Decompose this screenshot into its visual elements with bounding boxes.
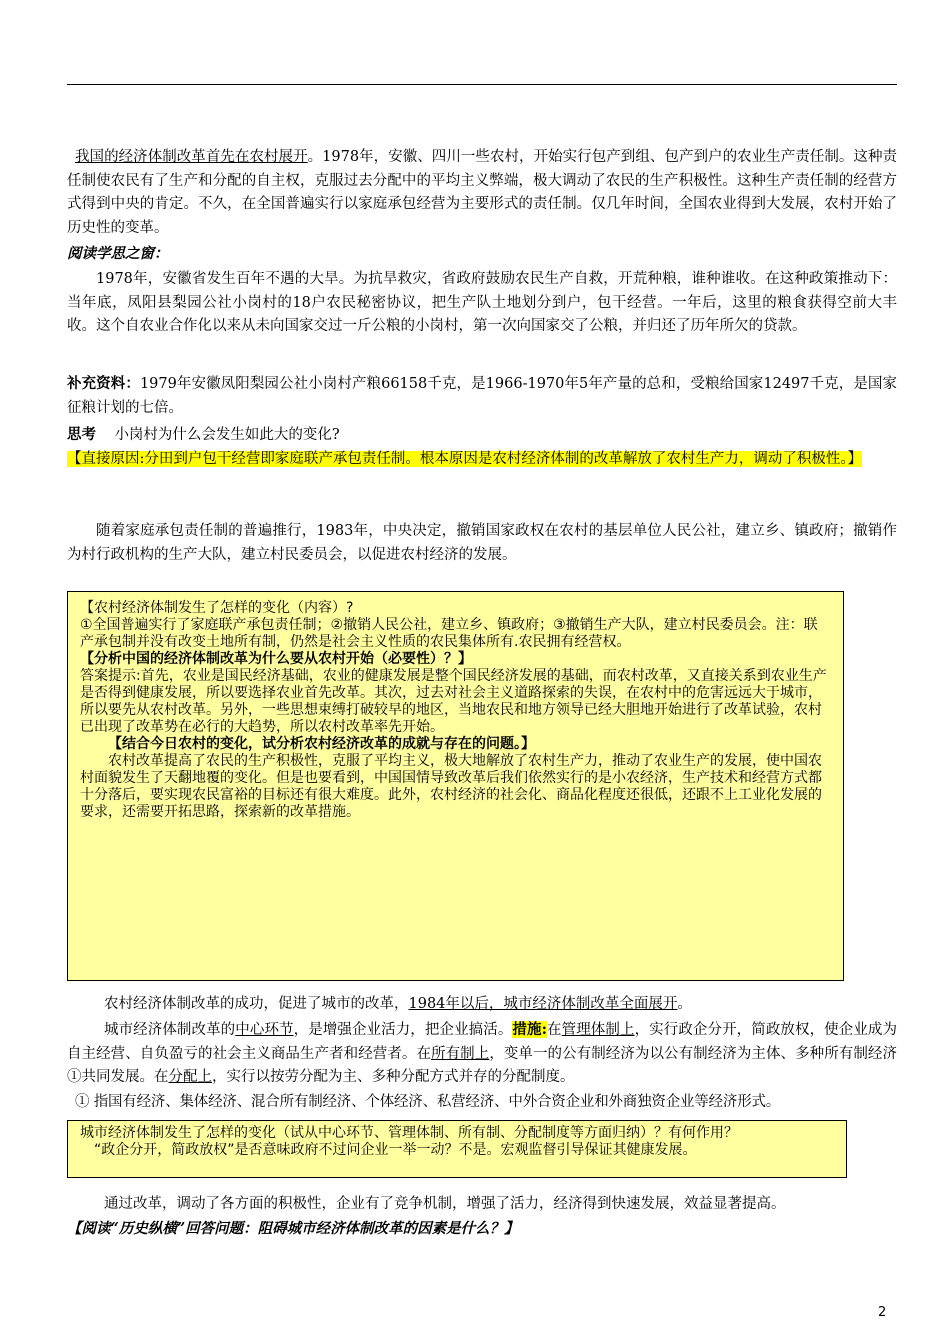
supplement-label: 补充资料： (67, 375, 140, 392)
box1-question-1: 【农村经济体制发生了怎样的变化（内容）? (80, 600, 354, 616)
measures-center-link: 中心环节 (235, 1022, 294, 1038)
city-intro-post: 。 (677, 996, 692, 1012)
urban-reform-box (67, 1120, 847, 1178)
box1-question-2: 【分析中国的经济体制改革为什么要从农村开始（必要性）？】 (80, 651, 472, 667)
city-intro-underlined: 1984年以后，城市经济体制改革全面展开 (408, 996, 678, 1012)
reading-window-heading: 阅读学思之窗： (67, 245, 169, 262)
measures-e: ，变单一的公有制经济为以公有制经济为主体、多种所有制经济①共同发展。在 (67, 1045, 897, 1085)
box2-line-1: 城市经济体制发生了怎样的变化（试从中心环节、管理体制、所有制、分配制度等方面归纳）？有何作用？ (80, 1125, 738, 1141)
intro-lead: 我国的经济体制改革首先在农村展开 (75, 149, 308, 165)
city-reform-intro (67, 993, 897, 1017)
measures-d: ，实行政企分开，简政放权，使企业成为自主经营、自负盈亏的社会主义商品生产者和经营者。在 (67, 1022, 898, 1062)
box1-answer-1: ①全国普遍实行了家庭联产承包责任制；②撤销人民公社，建立乡、镇政府；③撤销生产大队，建立村民委员会。注：联产承包制并没有改变土地所有制，仍然是社会主义性质的农民集体所有.农民拥有经营权。 (80, 617, 818, 650)
city-reform-measures (67, 1018, 897, 1090)
think-answer-highlight: 【直接原因:分田到户包干经营即家庭联产承包责任制。根本原因是农村经济体制的改革解放了农村生产力，调动了积极性。】 (67, 451, 863, 467)
box2-line-2: “政企分开，简政放权”是否意味政府不过问企业一举一动？不是。宏观监督引导保证其健康发展。 (94, 1142, 697, 1158)
think-question (67, 423, 897, 448)
measures-a: 城市经济体制改革的 (104, 1022, 236, 1038)
intro-rest: 。1978年，安徽、四川一些农村，开始实行包产到组、包产到户的农业生产责任制。这种责任制使农民有了生产和分配的自主权，克服过去分配中的平均主义弊端，极大调动了农民的生产积极性。这种生产责任制的经营方式得到中央的肯定。不久，在全国普遍实行以家庭承包经营为主要形式的责任制。仅几年时间，全国农业得到大发展，农村开始了历史性的变革。 (67, 149, 897, 236)
reading-window-body: 1978年，安徽省发生百年不遇的大旱。为抗旱救灾，省政府鼓励农民生产自救，开荒种粮，谁种谁收。在这种政策推动下：当年底，凤阳县梨园公社小岗村的18户农民秘密协议，把生产队土地划分到户，包干经营。一年后，这里的粮食获得空前大丰收。这个自农业合作化以来从未向国家交过一斤公粮的小岗村，第一次向国家交了公粮，并归还了历年所欠的贷款。 (67, 271, 897, 334)
intro-paragraph (67, 146, 897, 240)
measures-f: ，实行以按劳分配为主、多种分配方式并存的分配制度。 (212, 1069, 575, 1085)
think-text: 小岗村为什么会发生如此大的变化? (114, 427, 340, 443)
supplement-body: 1979年安徽凤阳梨园公社小岗村产粮66158千克，是1966-1970年5年产量的总和，受粮给国家12497千克，是国家征粮计划的七倍。 (67, 376, 897, 416)
measures-ownership: 所有制上 (431, 1045, 490, 1062)
header-rule (67, 84, 897, 85)
rural-reform-box (67, 591, 844, 981)
measures-distribution: 分配上 (168, 1069, 212, 1085)
box1-question-3: 【结合今日农村的变化，试分析农村经济改革的成就与存在的问题。】 (108, 736, 535, 752)
measures-c: 在 (546, 1022, 562, 1038)
think-answer (67, 448, 897, 472)
box1-answer-2: 答案提示:首先，农业是国民经济基础，农业的健康发展是整个国民经济发展的基础，而农村改革，又直接关系到农业生产是否得到健康发展，所以要选择农业首先改革。其次，过去对社会主义道路探索的失误，在农村中的危害远远大于城市，所以要先从农村改革。另外，一些思想束缚打破较早的地区，当地农民和地方领导已经大胆地开始进行了改革试验，农村已出现了改革势在必行的大趋势，所以农村改革率先开始。 (80, 668, 827, 735)
box1-answer-3: 农村改革提高了农民的生产积极性，克服了平均主义，极大地解放了农村生产力，推动了农业生产的发展，使中国农村面貌发生了天翻地覆的变化。但是也要看到，中国国情导致改革后我们依然实行的是小农经济，生产技术和经营方式都十分落后，要实现农民富裕的目标还有很大难度。此外，农村经济的社会化、商品化程度还很低，还跟不上工业化发展的要求，还需要开拓思路，探索新的改革措施。 (80, 753, 822, 820)
footnote: ① 指国有经济、集体经济、混合所有制经济、个体经济、私营经济、中外合资企业和外商独资企业等经济形式。 (75, 1094, 781, 1110)
final-question: 【阅读“历史纵横”回答问题：阻碍城市经济体制改革的因素是什么？】 (67, 1220, 519, 1237)
measures-b: ，是增强企业活力，把企业搞活。 (293, 1022, 513, 1038)
result-paragraph: 通过改革，调动了各方面的积极性，企业有了竞争机制，增强了活力，经济得到快速发展，效益显著提高。 (104, 1196, 786, 1212)
commune-paragraph: 随着家庭承包责任制的普遍推行，1983年，中央决定，撤销国家政权在农村的基层单位人民公社，建立乡、镇政府；撤销作为村行政机构的生产大队，建立村民委员会，以促进农村经济的发展。 (67, 523, 897, 563)
page-number: 2 (878, 1305, 887, 1320)
think-label: 思考 (67, 426, 96, 443)
measures-label: 措施: (512, 1021, 547, 1038)
measures-management: 管理体制上 (561, 1022, 635, 1038)
city-intro-pre: 农村经济体制改革的成功，促进了城市的改革， (104, 996, 409, 1012)
supplement-paragraph (67, 372, 897, 420)
